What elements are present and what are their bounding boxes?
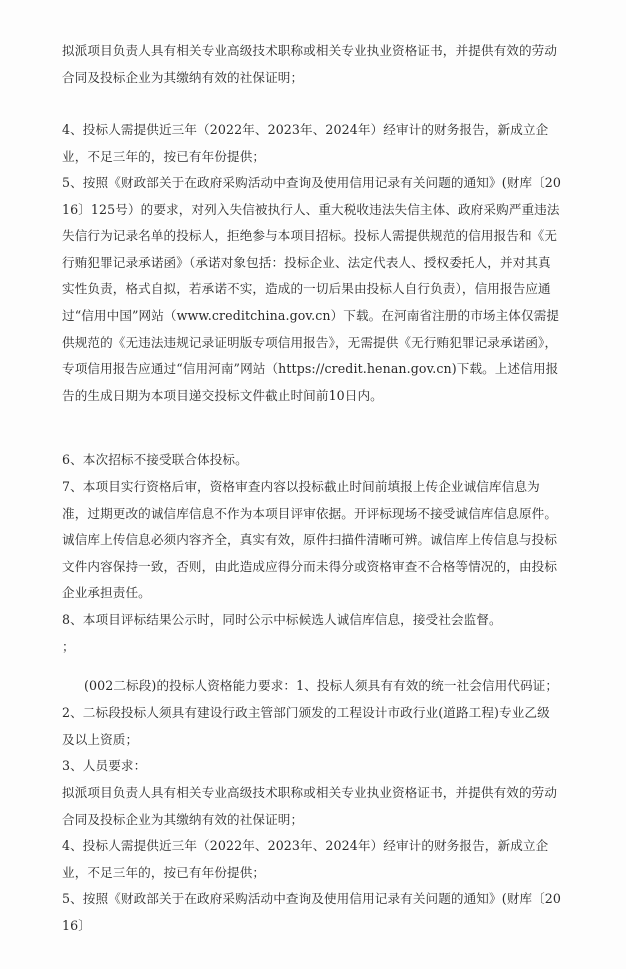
paragraph-qualification-review: 7、本项目实行资格后审，资格审查内容以投标截止时间前填报上传企业诚信库信息为准，过期更改的诚信库信息不作为本项目评审依据。开评标现场不接受诚信库信息原件。诚信库上传信息必须内容齐全，真实有效，原件扫描件清晰可辨。诚信库上传信息与投标文件内容保持一致，否则，由此造成应得分而未得分或资格审查不合格等情况的，由投标企业承担责任。 <box>62 479 558 601</box>
paragraph-project-leader-requirement-2: 拟派项目负责人具有相关专业高级技术职称或相关专业执业资格证书，并提供有效的劳动合同及投标企业为其缴纳有效的社保证明； <box>62 785 558 827</box>
paragraph-evaluation-publicity: 8、本项目评标结果公示时，同时公示中标候选人诚信库信息，接受社会监督。 <box>62 612 502 627</box>
paragraph-project-leader-requirement: 拟派项目负责人具有相关专业高级技术职称或相关专业执业资格证书，并提供有效的劳动合同及投标企业为其缴纳有效的社保证明； <box>62 43 558 85</box>
paragraph-lot2-qualification: 2、二标段投标人须具有建设行政主管部门颁发的工程设计市政行业(道路工程)专业乙级及以上资质； <box>62 705 550 747</box>
paragraph-personnel-requirement: 3、人员要求： <box>62 758 147 773</box>
paragraph-credit-record-2: 5、按照《财政部关于在政府采购活动中查询及使用信用记录有关问题的通知》(财库〔2016〕 <box>62 891 562 933</box>
paragraph-financial-report: 4、投标人需提供近三年（2022年、2023年、2024年）经审计的财务报告，新成立企业，不足三年的，按已有年份提供； <box>62 122 549 164</box>
paragraph-financial-report-2: 4、投标人需提供近三年（2022年、2023年、2024年）经审计的财务报告，新成立企业，不足三年的，按已有年份提供； <box>62 838 549 880</box>
paragraph-separator: ； <box>62 639 75 654</box>
paragraph-credit-record: 5、按照《财政部关于在政府采购活动中查询及使用信用记录有关问题的通知》(财库〔2016〕125号）的要求，对列入失信被执行人、重大税收违法失信主体、政府采购严重违法失信行为记录名单的投标人，拒绝参与本项目招标。投标人需提供规范的信用报告和《无行贿犯罪记录承诺函》（承诺对象包括：投标企业、法定代表人、授权委托人，并对其真实性负责，格式自拟，若承诺不实，造成的一切后果由投标人自行负责），信用报告应通过“信用中国”网站（www.creditchina.gov.cn）下载。在河南省注册的市场主体仅需提供规范的《无违法违规记录证明版专项信用报告》，无需提供《无行贿犯罪记录承诺函》，专项信用报告应通过“信用河南”网站（https://credit.henan.gov.cn)下载。上述信用报告的生成日期为本项目递交投标文件截止时间前10日内。 <box>62 175 562 403</box>
paragraph-lot2-requirements: (002二标段)的投标人资格能力要求：1、投标人须具有有效的统一社会信用代码证； <box>84 678 559 693</box>
paragraph-no-consortium: 6、本次招标不接受联合体投标。 <box>62 452 248 467</box>
